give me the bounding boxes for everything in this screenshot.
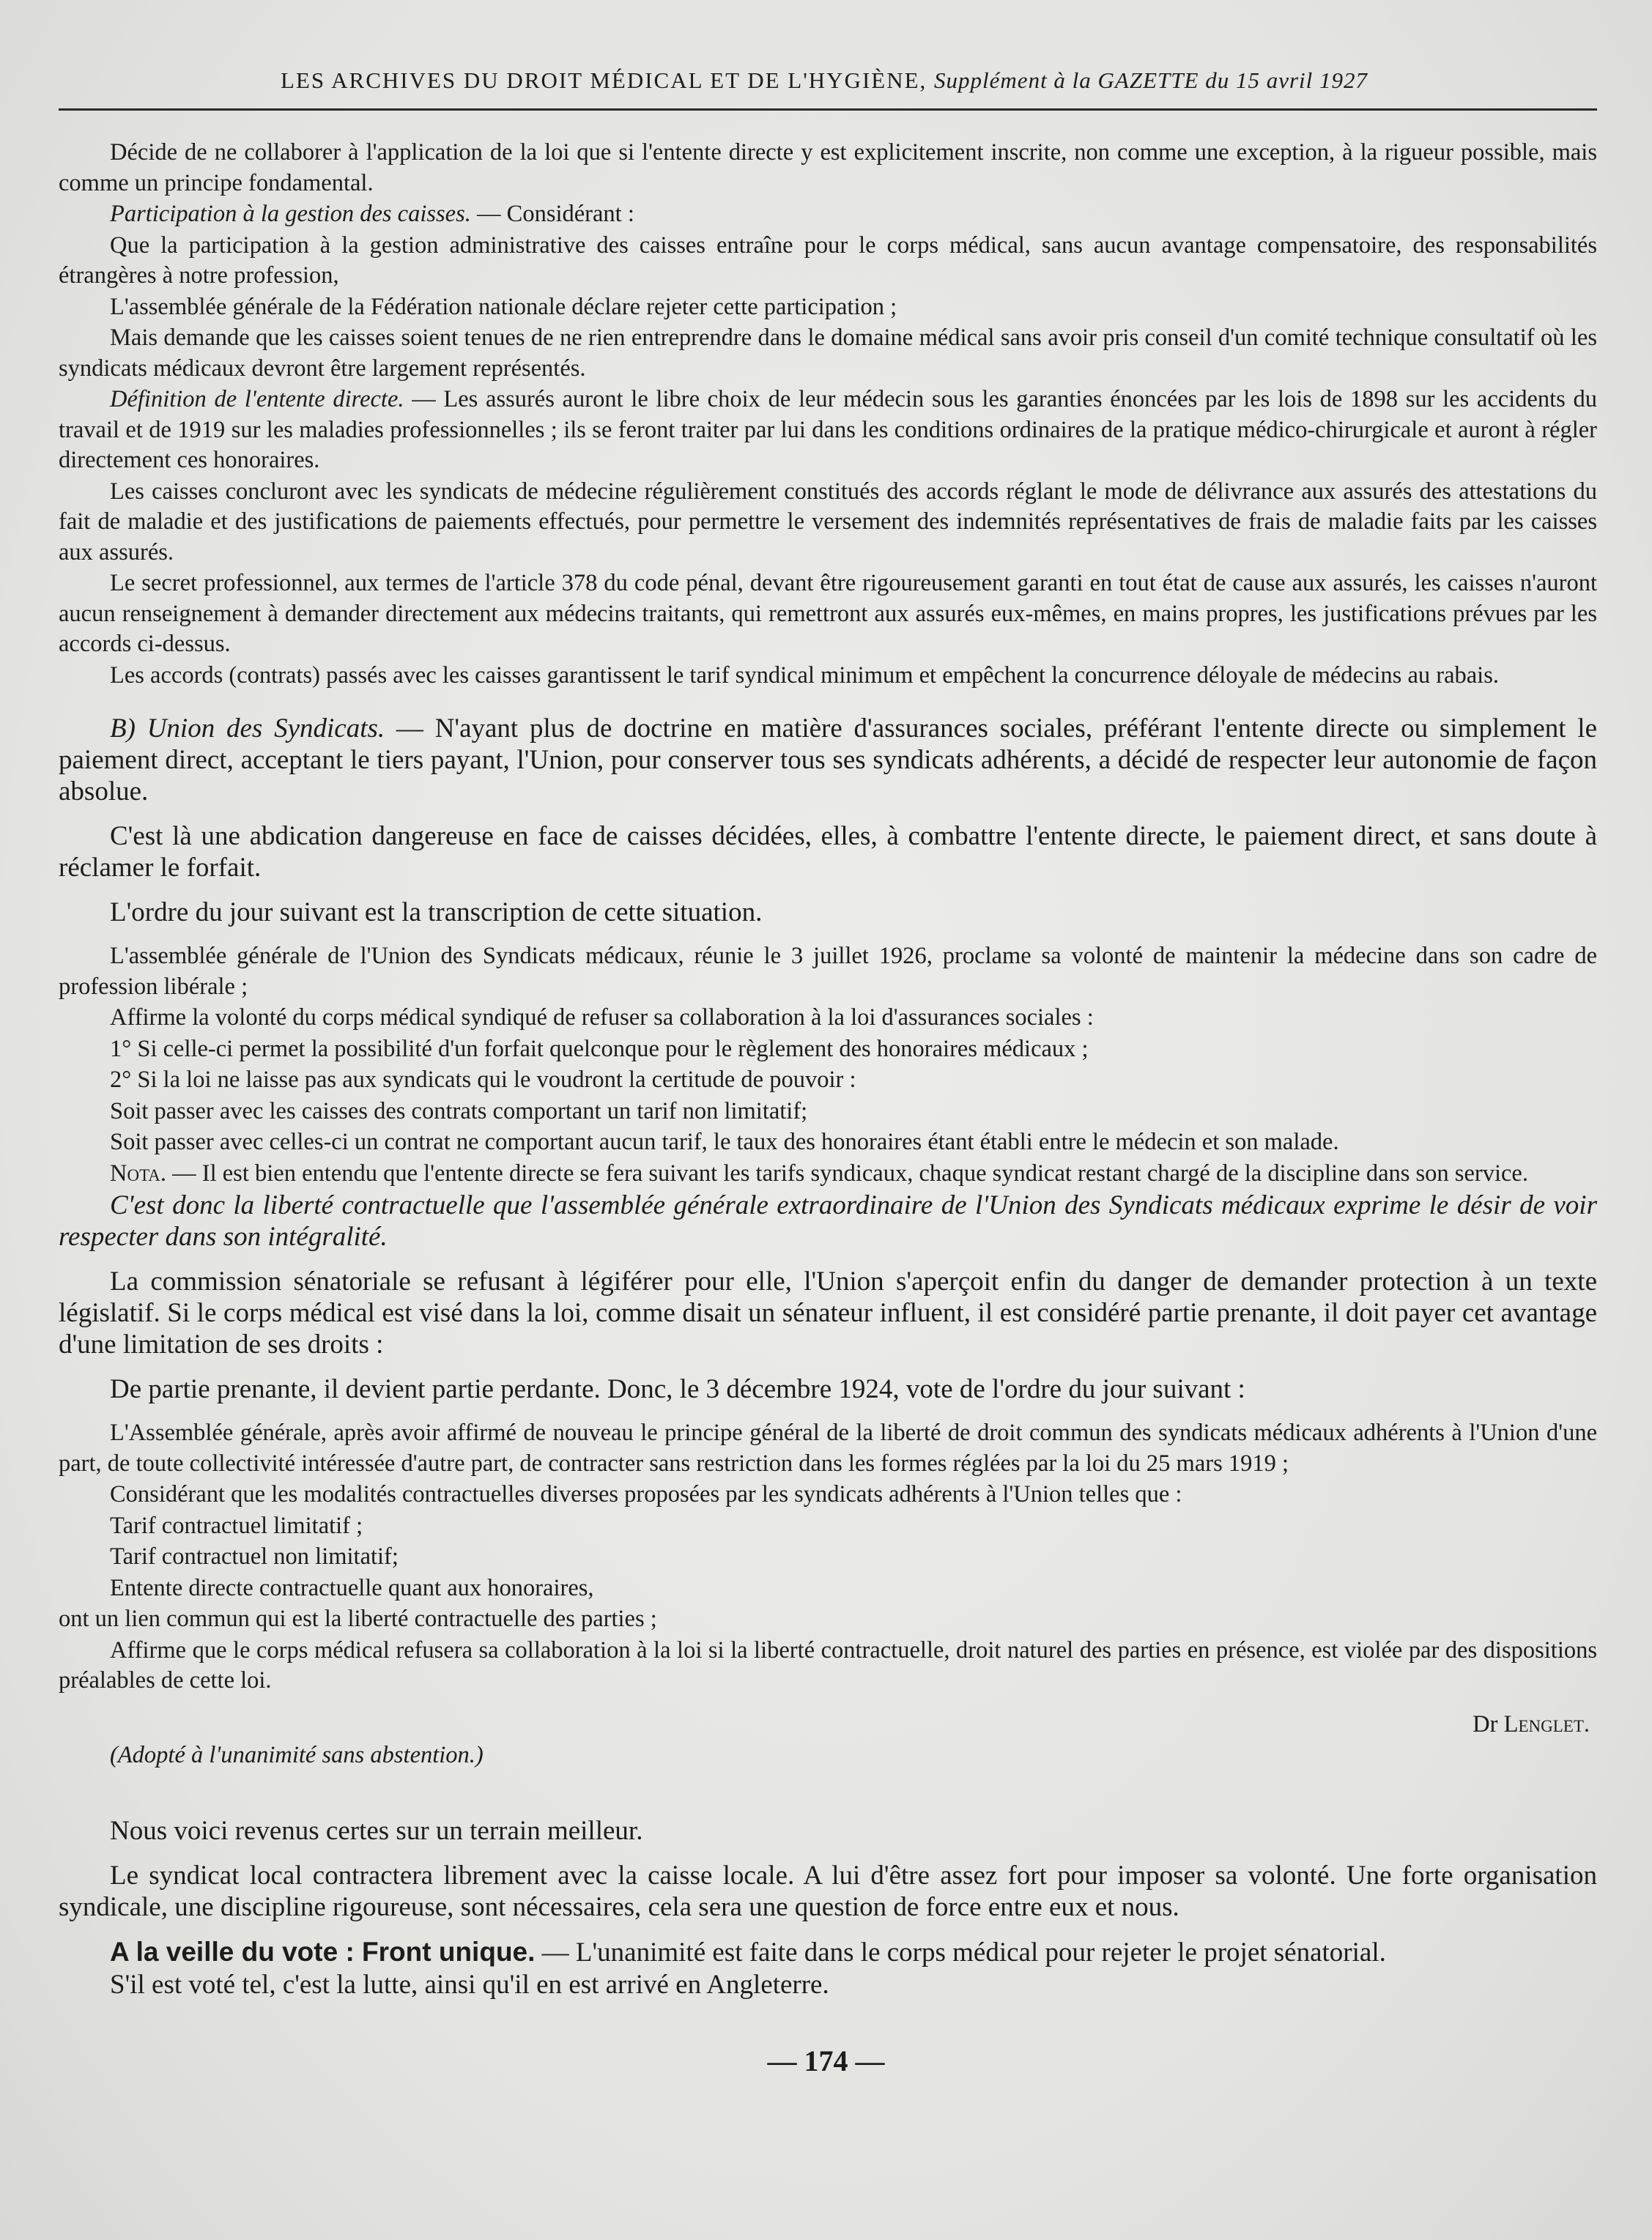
paragraph: C'est là une abdication dangereuse en face de caisses décidées, elles, à combattre l'entente directe, le paiement direct, et sans doute à réclamer le forfait. bbox=[59, 821, 1597, 883]
paragraph: Affirme que le corps médical refusera sa collaboration à la loi si la liberté contractuelle, droit naturel des parties en présence, est violée par des dispositions préalables de cette loi. bbox=[59, 1636, 1597, 1694]
paragraph: Nous voici revenus certes sur un terrain meilleur. bbox=[110, 1815, 643, 1846]
paragraph-front-unique: A la veille du vote : Front unique. — L'unanimité est faite dans le corps médical pour rejeter le projet sénatorial. bbox=[110, 1936, 1386, 1968]
section-heading: B) Union des Syndicats. bbox=[110, 713, 385, 743]
list-item: Tarif contractuel limitatif ; bbox=[110, 1512, 363, 1539]
paragraph-nota: Nota. — Il est bien entendu que l'entente directe se fera suivant les tarifs syndicaux, chaque syndicat restant chargé de la discipline dans son service. bbox=[110, 1160, 1528, 1187]
paragraph: Décide de ne collaborer à l'application de la loi que si l'entente directe y est explicitement inscrite, non comme une exception, à la rigueur possible, mais comme un principe fondamental. bbox=[59, 139, 1597, 196]
paragraph: S'il est voté tel, c'est la lutte, ainsi qu'il en est arrivé en Angleterre. bbox=[110, 1969, 829, 2000]
paragraph: Les caisses concluront avec les syndicats de médecine régulièrement constitués des accords réglant le mode de délivrance aux assurés des attestations du fait de maladie et des justifications de paiements effectués, pour permettre le versement des indemnités représentatives de frais de maladie faits par les caisses aux assurés. bbox=[59, 478, 1597, 565]
supplement-date: Supplément à la GAZETTE du 15 avril 1927 bbox=[934, 67, 1368, 93]
list-item: Entente directe contractuelle quant aux honoraires, bbox=[110, 1574, 594, 1601]
paragraph: Mais demande que les caisses soient tenues de ne rien entreprendre dans le domaine médical sans avoir pris conseil d'un comité technique consultatif où les syndicats médicaux devront être largement représentés. bbox=[59, 324, 1597, 382]
header-rule bbox=[59, 108, 1597, 111]
paragraph: Que la participation à la gestion administrative des caisses entraîne pour le corps médical, sans aucun avantage compensatoire, des responsabilités étrangères à notre profession, bbox=[59, 231, 1597, 289]
paragraph: ont un lien commun qui est la liberté contractuelle des parties ; bbox=[59, 1606, 657, 1632]
nota-label: Nota. bbox=[110, 1160, 167, 1187]
paragraph: L'Assemblée générale, après avoir affirmé de nouveau le principe général de la liberté de droit commun des syndicats médicaux adhérents à l'Union d'une part, de toute collectivité intéressée d'autre part, de contracter sans restriction dans les formes réglées par la loi du 25 mars 1919 ; bbox=[59, 1420, 1597, 1477]
paragraph: Soit passer avec les caisses des contrats comportant un tarif non limitatif; bbox=[110, 1097, 808, 1124]
paragraph-union: B) Union des Syndicats. — N'ayant plus de doctrine en matière d'assurances sociales, préférant l'entente directe ou simplement le paiement direct, acceptant le tiers payant, l'Union, pour conserver tous ses syndicats adhérents, a décidé de respecter leur autonomie de façon absolue. bbox=[59, 713, 1598, 806]
paragraph: L'assemblée générale de l'Union des Syndicats médicaux, réunie le 3 juillet 1926, proclame sa volonté de maintenir la médecine dans son cadre de profession libérale ; bbox=[59, 943, 1597, 1000]
list-item: 2° Si la loi ne laisse pas aux syndicats qui le voudront la certitude de pouvoir : bbox=[110, 1067, 856, 1093]
paragraph: Le syndicat local contractera librement avec la caisse locale. A lui d'être assez fort pour imposer sa volonté. Une forte organisation syndicale, une discipline rigoureuse, sont nécessaires, cela sera une question de force entre eux et nous. bbox=[59, 1860, 1597, 1922]
list-item: Tarif contractuel non limitatif; bbox=[110, 1543, 399, 1570]
section-heading: Participation à la gestion des caisses. bbox=[110, 201, 471, 227]
signature-title: Dr bbox=[1473, 1710, 1498, 1738]
publication-title: LES ARCHIVES DU DROIT MÉDICAL ET DE L'HYGIÈNE, bbox=[280, 67, 927, 93]
paragraph: De partie prenante, il devient partie perdante. Donc, le 3 décembre 1924, vote de l'ordre du jour suivant : bbox=[110, 1374, 1245, 1404]
paragraph-participation: Participation à la gestion des caisses. — Considérant : bbox=[110, 201, 634, 227]
signature bbox=[59, 1710, 1597, 1740]
paragraph: L'assemblée générale de la Fédération nationale déclare rejeter cette participation ; bbox=[110, 293, 897, 320]
adoption-note: (Adopté à l'unanimité sans abstention.) bbox=[110, 1742, 484, 1768]
list-item: 1° Si celle-ci permet la possibilité d'un forfait quelconque pour le règlement des honoraires médicaux ; bbox=[110, 1035, 1089, 1062]
paragraph: Le secret professionnel, aux termes de l'article 378 du code pénal, devant être rigoureusement garanti en tout état de cause aux assurés, les caisses n'auront aucun renseignement à demander directement aux médecins traitants, qui remettront aux assurés eux-mêmes, en mains propres, les justifications prévues par les accords ci-dessus. bbox=[59, 570, 1597, 657]
signature-name: Lenglet. bbox=[1503, 1710, 1590, 1738]
section-heading: A la veille du vote : Front unique. bbox=[110, 1936, 536, 1967]
paragraph: Soit passer avec celles-ci un contrat ne comportant aucun tarif, le taux des honoraires étant établi entre le médecin et son malade. bbox=[110, 1129, 1339, 1155]
paragraph: Affirme la volonté du corps médical syndiqué de refuser sa collaboration à la loi d'assurances sociales : bbox=[110, 1004, 1094, 1031]
paragraph: Considérant que les modalités contractuelles diverses proposées par les syndicats adhérents à l'Union telles que : bbox=[110, 1481, 1182, 1507]
article-body bbox=[59, 138, 1597, 2000]
paragraph-definition: Définition de l'entente directe. — Les assurés auront le libre choix de leur médecin sous les garanties énoncées par les lois de 1898 sur les accidents du travail et de 1919 sur les maladies professionnelles ; ils se feront traiter par lui dans les conditions ordinaires de la pratique médico-chirurgicale et auront à régler directement ces honoraires. bbox=[59, 386, 1597, 473]
running-header bbox=[139, 67, 1509, 94]
paragraph: L'ordre du jour suivant est la transcription de cette situation. bbox=[110, 897, 763, 927]
paragraph: Les accords (contrats) passés avec les caisses garantissent le tarif syndical minimum et empêchent la concurrence déloyale de médecins au rabais. bbox=[110, 661, 1499, 689]
page-number: — 174 — bbox=[767, 2044, 885, 2077]
paragraph-emphasis: C'est donc la liberté contractuelle que l'assemblée générale extraordinaire de l'Union des Syndicats médicaux exprime le désir de voir respecter dans son intégralité. bbox=[59, 1190, 1597, 1252]
section-heading: Définition de l'entente directe. bbox=[110, 386, 404, 412]
paragraph: La commission sénatoriale se refusant à légiférer pour elle, l'Union s'aperçoit enfin du danger de demander protection à un texte législatif. Si le corps médical est visé dans la loi, comme disait un sénateur influent, il est considéré partie prenante, il doit payer cet avantage d'une limitation de ses droits : bbox=[59, 1267, 1597, 1360]
